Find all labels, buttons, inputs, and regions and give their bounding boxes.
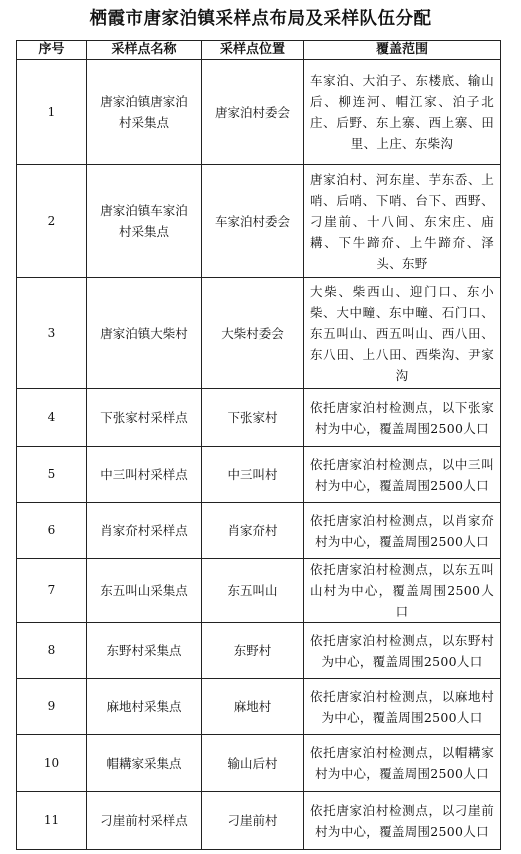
site-name: 唐家泊镇唐家泊村采集点 (87, 60, 202, 165)
coverage-area: 依托唐家泊村检测点，以东野村为中心，覆盖周围2500人口 (304, 623, 501, 679)
row-number: 8 (17, 623, 87, 679)
coverage-area: 车家泊、大泊子、东楼底、输山后、柳连河、帽江家、泊子北庄、后野、东上寨、西上寨、田里、上庄、东柴沟 (304, 60, 501, 165)
table-row (17, 60, 501, 165)
site-name: 唐家泊镇车家泊村采集点 (87, 165, 202, 278)
document-title: 栖霞市唐家泊镇采样点布局及采样队伍分配 (89, 9, 432, 29)
table-row (17, 623, 501, 679)
site-location: 肖家夼村 (202, 503, 304, 559)
coverage-area: 唐家泊村、河东崖、芋东岙、上哨、后哨、下哨、台下、西野、刁崖前、十八间、东宋庄、庙耩、下牛蹄夼、上牛蹄夼、泽头、东野 (304, 165, 501, 278)
coverage-area: 依托唐家泊村检测点，以麻地村为中心，覆盖周围2500人口 (304, 679, 501, 735)
table-row (17, 447, 501, 503)
site-location: 下张家村 (202, 389, 304, 447)
site-location: 麻地村 (202, 679, 304, 735)
coverage-area: 依托唐家泊村检测点，以中三叫村为中心，覆盖周围2500人口 (304, 447, 501, 503)
row-number: 10 (17, 735, 87, 792)
row-number: 9 (17, 679, 87, 735)
row-number: 4 (17, 389, 87, 447)
header-number: 序号 (17, 41, 87, 60)
site-location: 中三叫村 (202, 447, 304, 503)
coverage-area: 依托唐家泊村检测点，以帽耩家村为中心，覆盖周围2500人口 (304, 735, 501, 792)
row-number: 7 (17, 559, 87, 623)
table-row (17, 165, 501, 278)
site-location: 车家泊村委会 (202, 165, 304, 278)
row-number: 3 (17, 278, 87, 389)
table-row (17, 389, 501, 447)
site-name: 东野村采集点 (87, 623, 202, 679)
sampling-table (16, 40, 501, 850)
coverage-area: 依托唐家泊村检测点，以下张家村为中心，覆盖周围2500人口 (304, 389, 501, 447)
header-site-name: 采样点名称 (87, 41, 202, 60)
site-location: 刁崖前村 (202, 792, 304, 850)
site-location: 大柴村委会 (202, 278, 304, 389)
table-row (17, 278, 501, 389)
table-header-row (17, 41, 501, 60)
row-number: 6 (17, 503, 87, 559)
site-location: 唐家泊村委会 (202, 60, 304, 165)
site-name: 下张家村采样点 (87, 389, 202, 447)
table-row (17, 735, 501, 792)
coverage-area: 依托唐家泊村检测点，以肖家夼村为中心，覆盖周围2500人口 (304, 503, 501, 559)
coverage-area: 大柴、柴西山、迎门口、东小柴、大中疃、东中疃、石门口、东五叫山、西五叫山、西八田、东八田、上八田、西柴沟、尹家沟 (304, 278, 501, 389)
site-location: 东野村 (202, 623, 304, 679)
table-row (17, 503, 501, 559)
site-name: 肖家夼村采样点 (87, 503, 202, 559)
table-row (17, 559, 501, 623)
site-name: 麻地村采集点 (87, 679, 202, 735)
coverage-area: 依托唐家泊村检测点，以刁崖前村为中心，覆盖周围2500人口 (304, 792, 501, 850)
row-number: 2 (17, 165, 87, 278)
site-location: 输山后村 (202, 735, 304, 792)
header-site-location: 采样点位置 (202, 41, 304, 60)
site-name: 唐家泊镇大柴村 (87, 278, 202, 389)
site-name: 中三叫村采样点 (87, 447, 202, 503)
table-row (17, 679, 501, 735)
site-name: 东五叫山采集点 (87, 559, 202, 623)
coverage-area: 依托唐家泊村检测点，以东五叫山村为中心，覆盖周围2500人口 (304, 559, 501, 623)
row-number: 1 (17, 60, 87, 165)
site-name: 刁崖前村采样点 (87, 792, 202, 850)
row-number: 11 (17, 792, 87, 850)
site-name: 帽耩家采集点 (87, 735, 202, 792)
site-location: 东五叫山 (202, 559, 304, 623)
header-coverage: 覆盖范围 (304, 41, 501, 60)
table-row (17, 792, 501, 850)
row-number: 5 (17, 447, 87, 503)
